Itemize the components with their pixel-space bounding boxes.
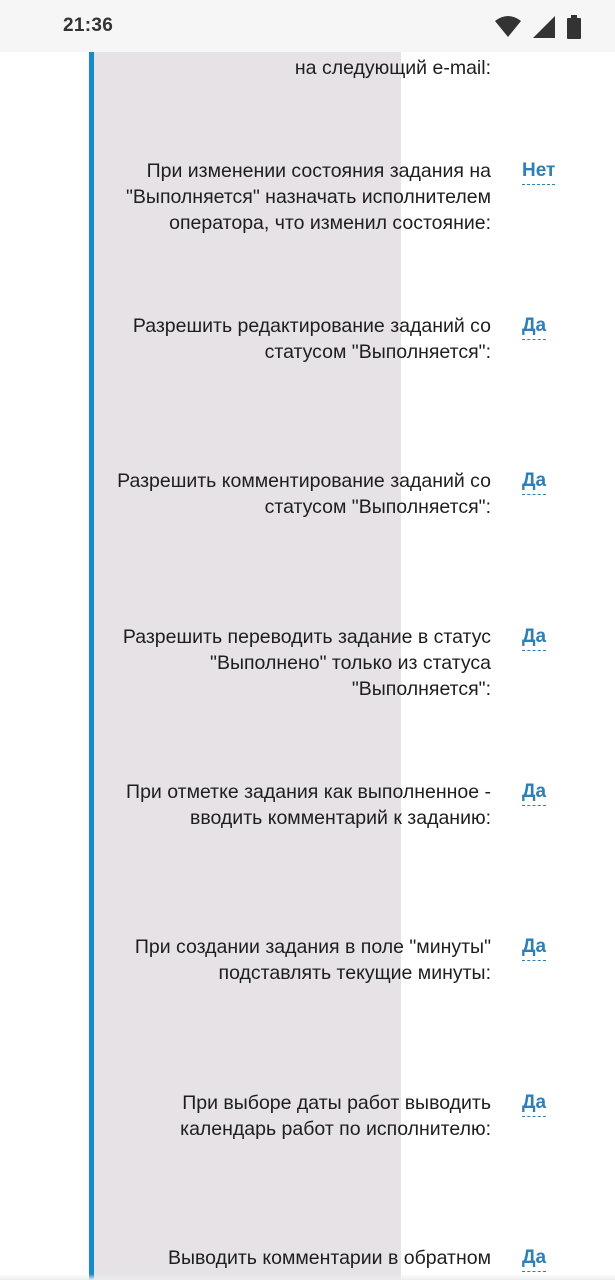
setting-value-done-only-from-in-progress[interactable]: Да	[522, 624, 546, 651]
setting-value-current-minutes[interactable]: Да	[522, 934, 546, 961]
status-time: 21:36	[63, 15, 114, 36]
setting-label-reverse-comments: Выводить комментарии в обратном	[168, 1247, 491, 1269]
status-bar	[0, 0, 615, 52]
wifi-icon	[495, 16, 521, 38]
setting-value-require-done-comment[interactable]: Да	[522, 779, 546, 806]
setting-label-current-minutes: При создании задания в поле "минуты" подставлять текущие минуты:	[134, 936, 491, 984]
setting-label-done-only-from-in-progress: Разрешить переводить задание в статус "Выполнено" только из статуса "Выполняется":	[122, 626, 491, 700]
setting-value-allow-comment[interactable]: Да	[522, 468, 546, 495]
setting-label-allow-edit: Разрешить редактирование заданий со статусом "Выполняется":	[132, 315, 491, 363]
setting-label-allow-comment: Разрешить комментирование заданий со статусом "Выполняется":	[117, 470, 491, 518]
setting-value-executor-calendar[interactable]: Да	[522, 1090, 546, 1117]
setting-label-email: на следующий e-mail:	[294, 57, 491, 79]
setting-label-executor-calendar: При выборе даты работ выводить календарь работ по исполнителю:	[180, 1092, 491, 1140]
signal-icon	[533, 16, 555, 38]
battery-icon	[567, 15, 581, 39]
setting-label-require-done-comment: При отметке задания как выполненное - вводить комментарий к заданию:	[126, 781, 491, 829]
bottom-edge-shadow	[0, 1274, 615, 1280]
setting-label-assign-operator: При изменении состояния задания на "Выполняется" назначать исполнителем оператора, что изменил состояние:	[126, 160, 491, 234]
status-icons	[495, 15, 581, 39]
setting-value-assign-operator[interactable]: Нет	[522, 158, 555, 185]
setting-value-reverse-comments[interactable]: Да	[522, 1245, 546, 1272]
setting-value-allow-edit[interactable]: Да	[522, 313, 546, 340]
